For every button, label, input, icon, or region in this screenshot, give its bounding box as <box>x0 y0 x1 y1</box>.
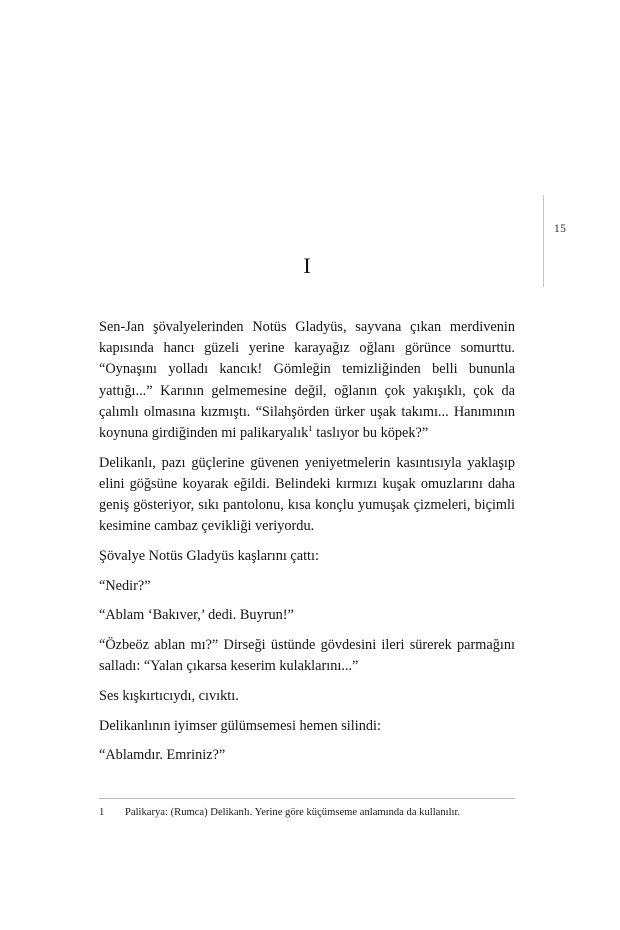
folio-block <box>543 195 603 287</box>
paragraph-9: “Ablamdır. Emriniz?” <box>99 747 226 764</box>
paragraph-1-text: Sen-Jan şövalyelerinden Notüs Gladyüs, sayvana çıkan merdivenin kapısında hancı güzeli yerine karayağız oğlanı görünce somurttu. “Oynaşını yolladı kancık! Gömleğin temizliğinden belli bununla yattığı...” Karının gelmemesine değil, oğlanın çok yakışıklı, çok da çalımlı olmasına kızmıştı. “Silahşörden ürker uşak takımı... Hanımının koynuna girdiğinden mi palikaryalık <box>99 319 515 442</box>
paragraph-1 <box>99 317 515 444</box>
chapter-numeral: I <box>303 253 311 278</box>
paragraph-8: Delikanlının iyimser gülümsemesi hemen silindi: <box>99 717 381 734</box>
folio-rule <box>543 195 544 287</box>
paragraph-5: “Ablam ‘Bakıver,’ dedi. Buyrun!” <box>99 607 294 624</box>
paragraph-1-tail: taslıyor bu köpek?” <box>312 425 429 442</box>
paragraph-7: Ses kışkırtıcıydı, cıvıktı. <box>99 688 239 705</box>
footnote-item <box>99 806 515 821</box>
paragraph-4: “Nedir?” <box>99 577 151 594</box>
footnote-text: Palikarya: (Rumca) Delikanlı. Yerine göre küçümseme anlamında da kullanılır. <box>125 807 461 818</box>
footnote-separator-rule <box>99 798 515 799</box>
page-number: 15 <box>554 223 567 235</box>
footnote-reference-1[interactable]: 1 <box>308 423 313 434</box>
paragraph-6: “Özbeöz ablan mı?” Dirseği üstünde gövdesini ileri sürerek parmağını salladı: “Yalan çıkarsa keserim kulaklarını...” <box>99 637 515 675</box>
body-text-column <box>99 317 515 767</box>
footnote-block <box>99 798 515 821</box>
paragraph-2: Delikanlı, pazı güçlerine güvenen yeniyetmelerin kasıntısıyla yaklaşıp elini göğsüne koyarak eğildi. Belindeki kırmızı kuşak omuzlarını daha geniş gösteriyor, sıkı pantolonu, kısa konçlu yumuşak çizmeleri, biçimli kesimine cambaz çevikliği veriyordu. <box>99 454 515 535</box>
paragraph-3: Şövalye Notüs Gladyüs kaşlarını çattı: <box>99 548 319 565</box>
footnote-marker: 1 <box>99 807 105 818</box>
